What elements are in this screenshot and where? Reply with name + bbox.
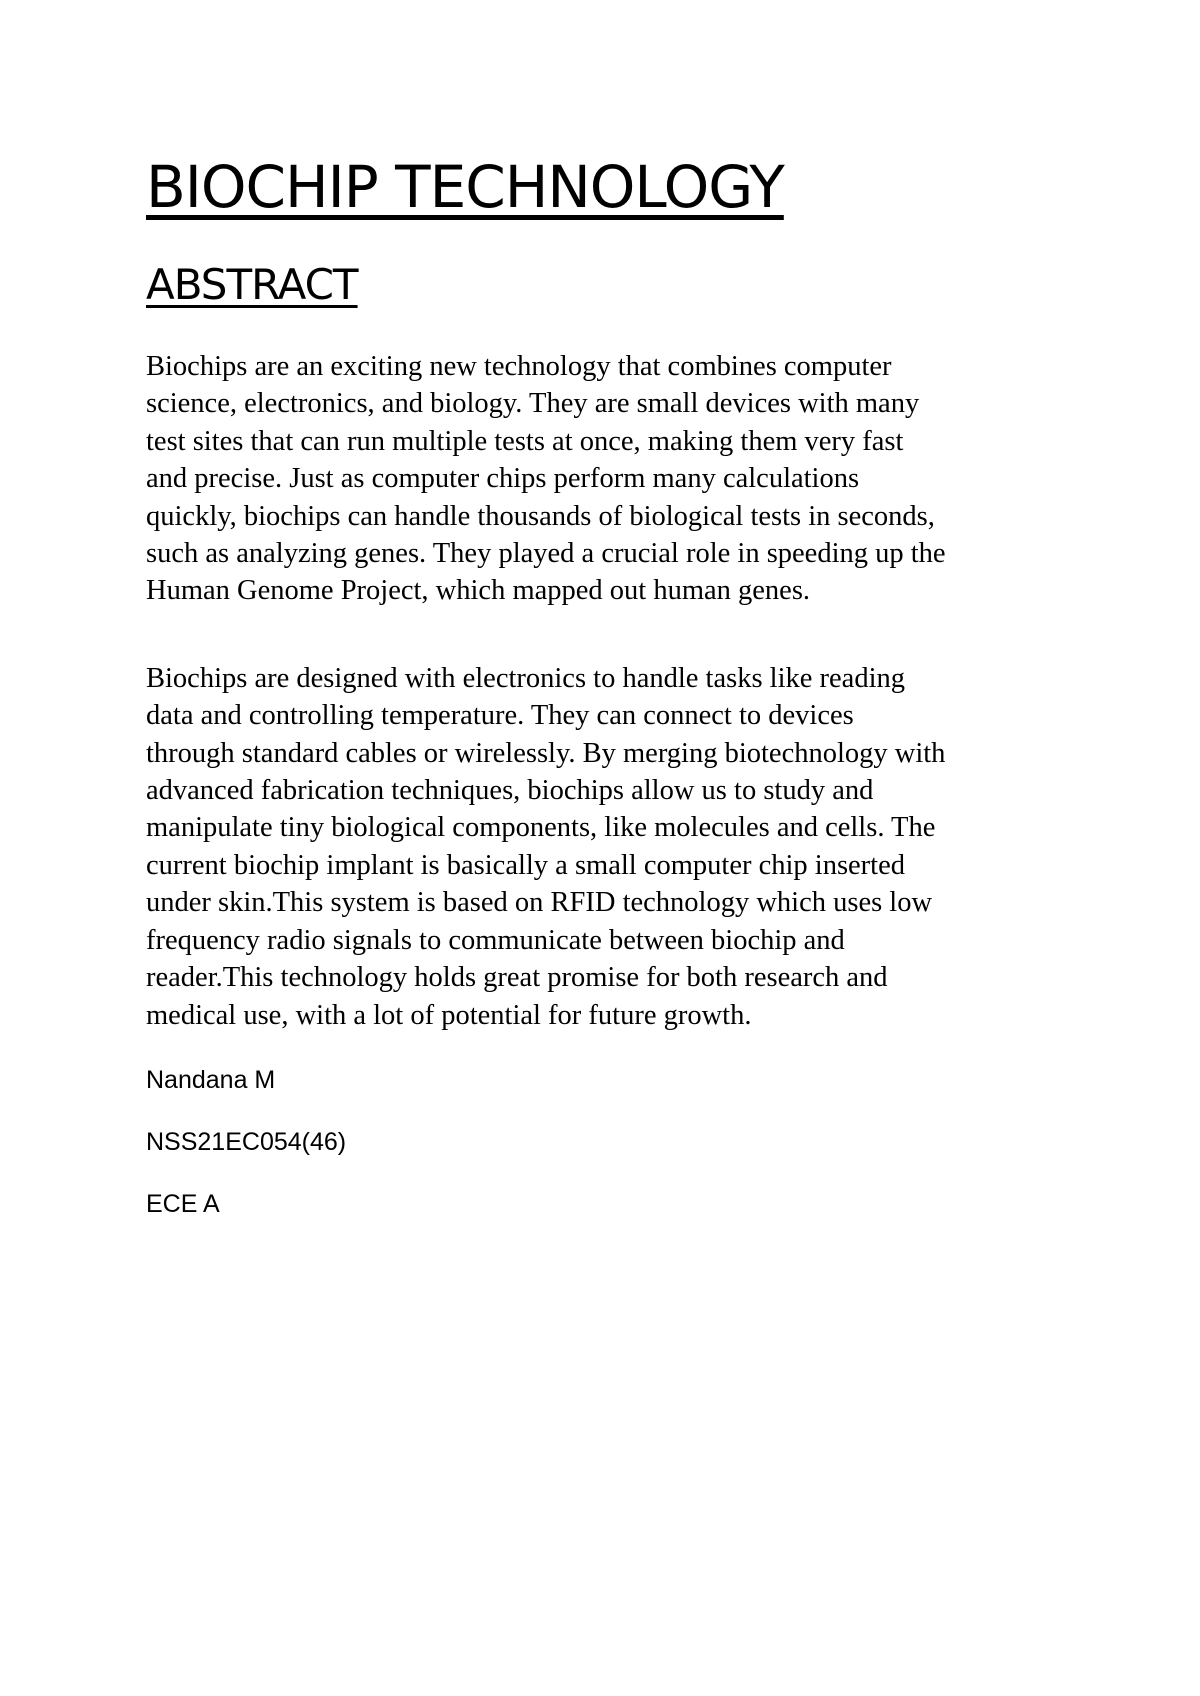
- paragraph-line: Biochips are designed with electronics to handle tasks like reading: [146, 662, 905, 694]
- paragraph-line: Biochips are an exciting new technology that combines computer: [146, 351, 892, 382]
- paragraph-line: current biochip implant is basically a small computer chip inserted: [146, 849, 905, 881]
- paragraph-line: medical use, with a lot of potential for future growth.: [146, 999, 752, 1031]
- paragraph-line: advanced fabrication techniques, biochips allow us to study and: [146, 775, 874, 807]
- paragraph-line: quickly, biochips can handle thousands of biological tests in seconds,: [146, 500, 935, 532]
- abstract-paragraph-2: [146, 660, 1086, 1034]
- class-name: ECE A: [146, 1189, 220, 1218]
- paragraph-line: and precise. Just as computer chips perform many calculations: [146, 463, 860, 495]
- paragraph-line: science, electronics, and biology. They are small devices with many: [146, 388, 920, 420]
- student-id: NSS21EC054(46): [146, 1127, 347, 1156]
- paragraph-line: reader.This technology holds great promise for both research and: [146, 962, 888, 994]
- paragraph-line: test sites that can run multiple tests at once, making them very fast: [146, 425, 904, 457]
- section-heading-abstract: ABSTRACT: [146, 260, 358, 309]
- document-title: BIOCHIP TECHNOLOGY: [146, 153, 784, 221]
- paragraph-line: such as analyzing genes. They played a crucial role in speeding up the: [146, 538, 946, 570]
- paragraph-line: Human Genome Project, which mapped out human genes.: [146, 575, 811, 607]
- abstract-paragraph-1: [146, 348, 1086, 610]
- paragraph-line: manipulate tiny biological components, like molecules and cells. The: [146, 812, 936, 844]
- paragraph-line: data and controlling temperature. They can connect to devices: [146, 700, 854, 732]
- paragraph-line: frequency radio signals to communicate between biochip and: [146, 924, 845, 956]
- paragraph-line: through standard cables or wirelessly. By merging biotechnology with: [146, 737, 946, 769]
- author-name: Nandana M: [146, 1065, 276, 1094]
- document-content: [146, 150, 1086, 1220]
- paragraph-line: under skin.This system is based on RFID technology which uses low: [146, 887, 933, 919]
